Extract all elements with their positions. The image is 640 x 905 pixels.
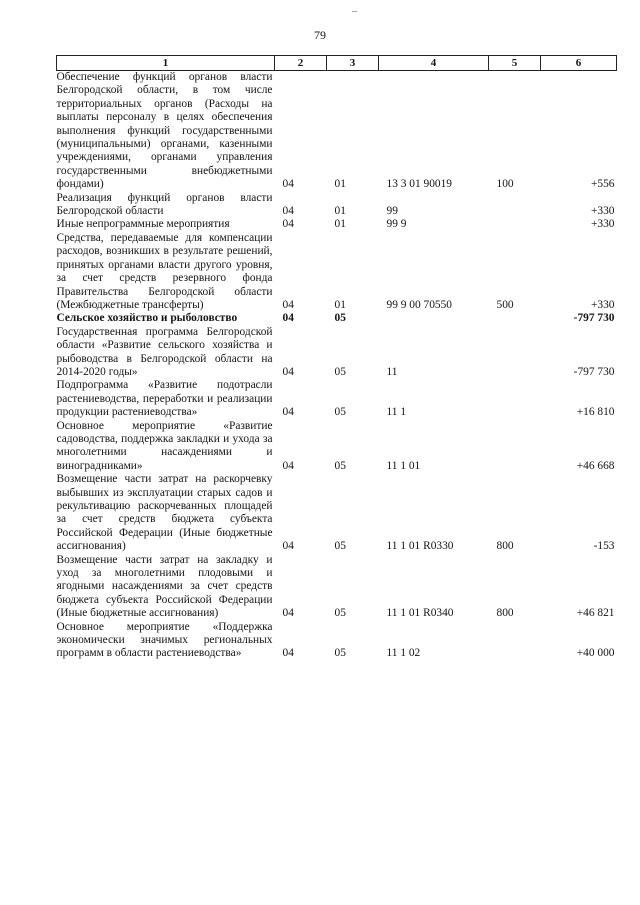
row-target-code: 11 [386,365,398,378]
row-description: Основное мероприятие «Развитие садоводства, поддержка закладки и ухода за многолетними насаждениями и виноградниками» [56,419,273,472]
row-subsection: 01 [334,298,346,311]
row-section: 04 [282,459,294,472]
row-amount: +40 000 [576,647,615,660]
table-row [57,218,617,231]
table-row [57,232,617,312]
row-target-code: 11 1 02 [386,647,421,660]
page-number: 79 [314,28,326,42]
row-amount: +330 [590,218,615,231]
row-section: 04 [282,298,294,311]
row-expense-type [489,326,541,380]
row-section: 04 [282,540,294,553]
table-row [57,71,617,192]
header-col-3: 3 [327,56,379,71]
header-col-6: 6 [541,56,617,71]
row-section: 04 [282,178,294,191]
row-target-code: 11 1 01 R0340 [386,607,454,620]
row-expense-type [489,312,541,325]
row-target-code: 11 1 [386,406,407,419]
row-expense-type: 500 [496,298,514,311]
row-description: Реализация функций органов власти Белгородской области [56,191,273,218]
row-expense-type [489,379,541,419]
row-target-code: 99 9 [386,218,407,231]
row-expense-type [489,420,541,474]
table-header [57,56,617,71]
row-target-code [379,312,489,325]
row-subsection: 05 [334,540,346,553]
table-row [57,326,617,380]
row-subsection: 05 [334,459,346,472]
table-row [57,473,617,553]
table-body [57,71,617,661]
row-target-code: 11 1 01 [386,459,421,472]
row-amount: +330 [590,298,615,311]
row-target-code: 99 9 00 70550 [386,298,452,311]
row-subsection: 05 [334,647,346,660]
row-subsection: 01 [334,178,346,191]
row-amount: +556 [590,178,615,191]
row-section: 04 [282,607,294,620]
row-description: Средства, передаваемые для компенсации расходов, возникших в результате решений, принятых органами власти другого уровня, за счет средств резервного фонда Правительства Белгородской области (Межбюджетные трансферты) [56,231,273,311]
header-col-2: 2 [275,56,327,71]
row-section: 04 [282,647,294,660]
row-amount: -797 730 [573,312,615,325]
row-description: Обеспечение функций органов власти Белгородской области, в том числе территориальных органов (Расходы на выплаты персоналу в целях обеспечения выполнения функций государственными (муниципальными) органами, казенными учреждениями, органами управления государственными внебюджетными фондами) [56,71,273,191]
header-col-5: 5 [489,56,541,71]
row-amount: -797 730 [573,365,615,378]
scan-speck: – [352,6,357,17]
row-amount: +46 668 [576,459,615,472]
row-section: 04 [282,406,294,419]
header-col-1: 1 [57,56,275,71]
header-row [57,56,617,71]
row-description: Основное мероприятие «Поддержка экономически значимых региональных программ в области растениеводства» [56,620,273,660]
row-description: Сельское хозяйство и рыболовство [56,312,238,325]
header-col-4: 4 [379,56,489,71]
row-subsection: 05 [334,607,346,620]
row-target-code: 99 [386,205,398,218]
table-row [57,379,617,419]
row-expense-type: 800 [496,540,514,553]
row-description: Возмещение части затрат на закладку и уход за многолетними плодовыми и ягодными насаждениями за счет средств бюджета субъекта Российской Федерации (Иные бюджетные ассигнования) [56,553,273,620]
row-expense-type: 800 [496,607,514,620]
row-target-code: 13 3 01 90019 [386,178,452,191]
row-amount: +330 [590,205,615,218]
row-expense-type [489,218,541,231]
table-row [57,554,617,621]
row-description: Государственная программа Белгородской области «Развитие сельского хозяйства и рыбоводства в Белгородской области на 2014-2020 годы» [56,325,273,378]
row-section: 04 [282,312,294,325]
row-expense-type [489,621,541,661]
row-subsection: 05 [334,312,346,325]
table-row [57,621,617,661]
row-amount: +16 810 [576,406,615,419]
row-description: Подпрограмма «Развитие подотрасли растениеводства, переработки и реализации продукции растениеводства» [56,379,273,419]
row-section: 04 [282,365,294,378]
table-row [57,420,617,474]
row-amount: +46 821 [576,607,615,620]
row-subsection: 01 [334,218,346,231]
budget-table [56,55,617,661]
table-row [57,312,617,325]
row-description: Возмещение части затрат на раскорчевку выбывших из эксплуатации старых садов и рекультивацию раскорчеванных площадей за счет средств бюджета субъекта Российской Федерации (Иные бюджетные ассигнования) [56,473,273,553]
row-subsection: 05 [334,406,346,419]
row-description: Иные непрограммные мероприятия [56,218,230,231]
row-expense-type [489,192,541,219]
row-expense-type: 100 [496,178,514,191]
row-amount: -153 [593,540,615,553]
row-section: 04 [282,205,294,218]
row-target-code: 11 1 01 R0330 [386,540,454,553]
row-subsection: 05 [334,365,346,378]
table-row [57,192,617,219]
row-subsection: 01 [334,205,346,218]
row-section: 04 [282,218,294,231]
